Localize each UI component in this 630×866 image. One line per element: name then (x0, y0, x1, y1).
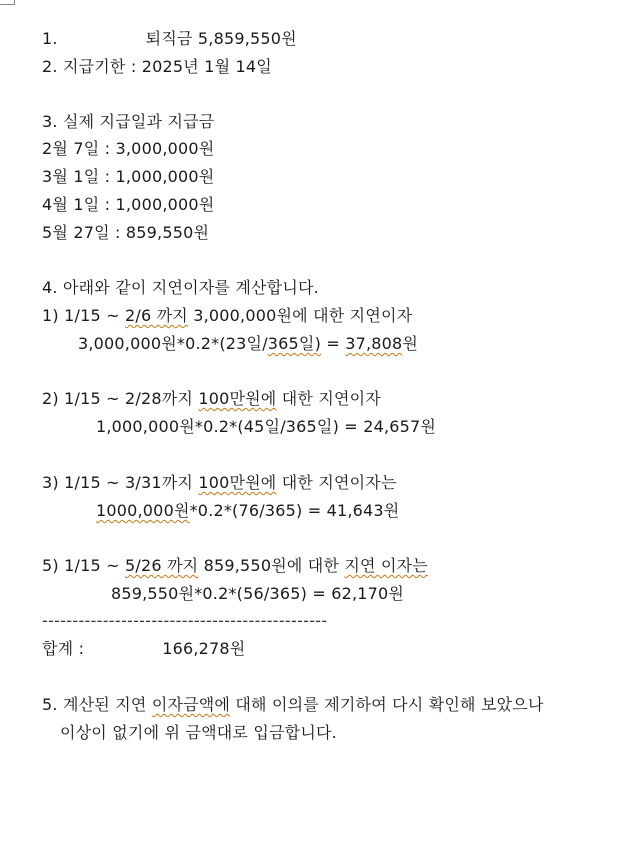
calc-3-formula (96, 501, 399, 521)
calc-5-title (42, 556, 428, 576)
calc-1-formula-result: 37,808 (345, 334, 403, 353)
item-2-deadline: 2. 지급기한 : 2025년 1월 14일 (42, 57, 272, 76)
payment-line: 3월 1일 : 1,000,000원 (42, 167, 215, 186)
calc-3-desc: 대한 지연이자는 (276, 473, 397, 492)
calc-2-desc: 대한 지연이자 (276, 389, 381, 408)
calc-1-period: 2/6 까지 (125, 306, 188, 325)
calc-3-range: 3) 1/15 ~ 3/31까지 (42, 473, 199, 492)
section-5-post: 대해 이의를 제기하여 다시 확인해 보았으나 (230, 695, 544, 714)
calc-5-range: 5) 1/15 ~ (42, 556, 126, 575)
calc-5-desc-end: 지연 이자는 (344, 556, 428, 575)
calc-3-title (42, 473, 397, 493)
calc-2-title (42, 389, 381, 409)
section-5-line-1 (42, 695, 544, 715)
total-label: 합계 : (42, 639, 85, 658)
section-5-pre: 5. 계산된 지연 (42, 695, 152, 714)
calc-3-formula-b: *0.2*(76/365) = 41,643원 (189, 501, 400, 520)
calc-1-formula (78, 334, 418, 354)
payment-line: 2월 7일 : 3,000,000원 (42, 139, 215, 158)
calc-5-formula: 859,550원*0.2*(56/365) = 62,170원 (111, 584, 405, 603)
calc-1-formula-unit: 원 (402, 334, 419, 353)
total-value: 166,278원 (162, 639, 246, 658)
section-4-heading: 4. 아래와 같이 지연이자를 계산합니다. (42, 278, 319, 297)
item-1 (42, 29, 297, 49)
section-5-line-2: 이상이 없기에 위 금액대로 입금합니다. (60, 723, 337, 742)
item-1-text: 퇴직금 5,859,550원 (145, 29, 297, 48)
calc-1-range: 1) 1/15 ~ (42, 306, 126, 325)
calc-5-desc: 859,550원에 대한 (198, 556, 345, 575)
payment-line: 4월 1일 : 1,000,000원 (42, 195, 215, 214)
calc-2-formula: 1,000,000원*0.2*(45일/365일) = 24,657원 (96, 417, 437, 436)
calc-5-period: 5/26 까지 (125, 556, 199, 575)
section-5-amount: 이자금액에 (151, 695, 231, 714)
divider-line: ----------------------------------------------- (42, 611, 328, 630)
calc-1-title (42, 306, 412, 326)
calc-1-formula-c: = (321, 334, 346, 353)
calc-2-range: 2) 1/15 ~ 2/28까지 (42, 389, 199, 408)
calc-3-formula-a: 1000,000원 (96, 501, 190, 520)
calc-2-amount: 100만원에 (198, 389, 277, 408)
calc-1-formula-a: 3,000,000원*0.2*(23일/ (78, 334, 268, 353)
calc-1-formula-b: 365일) (267, 334, 322, 353)
calc-1-desc: 3,000,000원에 대한 지연이자 (187, 306, 413, 325)
payment-line: 5월 27일 : 859,550원 (42, 223, 210, 242)
item-1-number: 1. (42, 29, 58, 48)
calc-3-amount: 100만원에 (198, 473, 277, 492)
total-row (42, 639, 245, 659)
page-corner-marker (0, 0, 15, 5)
section-3-heading: 3. 실제 지급일과 지급금 (42, 112, 215, 131)
